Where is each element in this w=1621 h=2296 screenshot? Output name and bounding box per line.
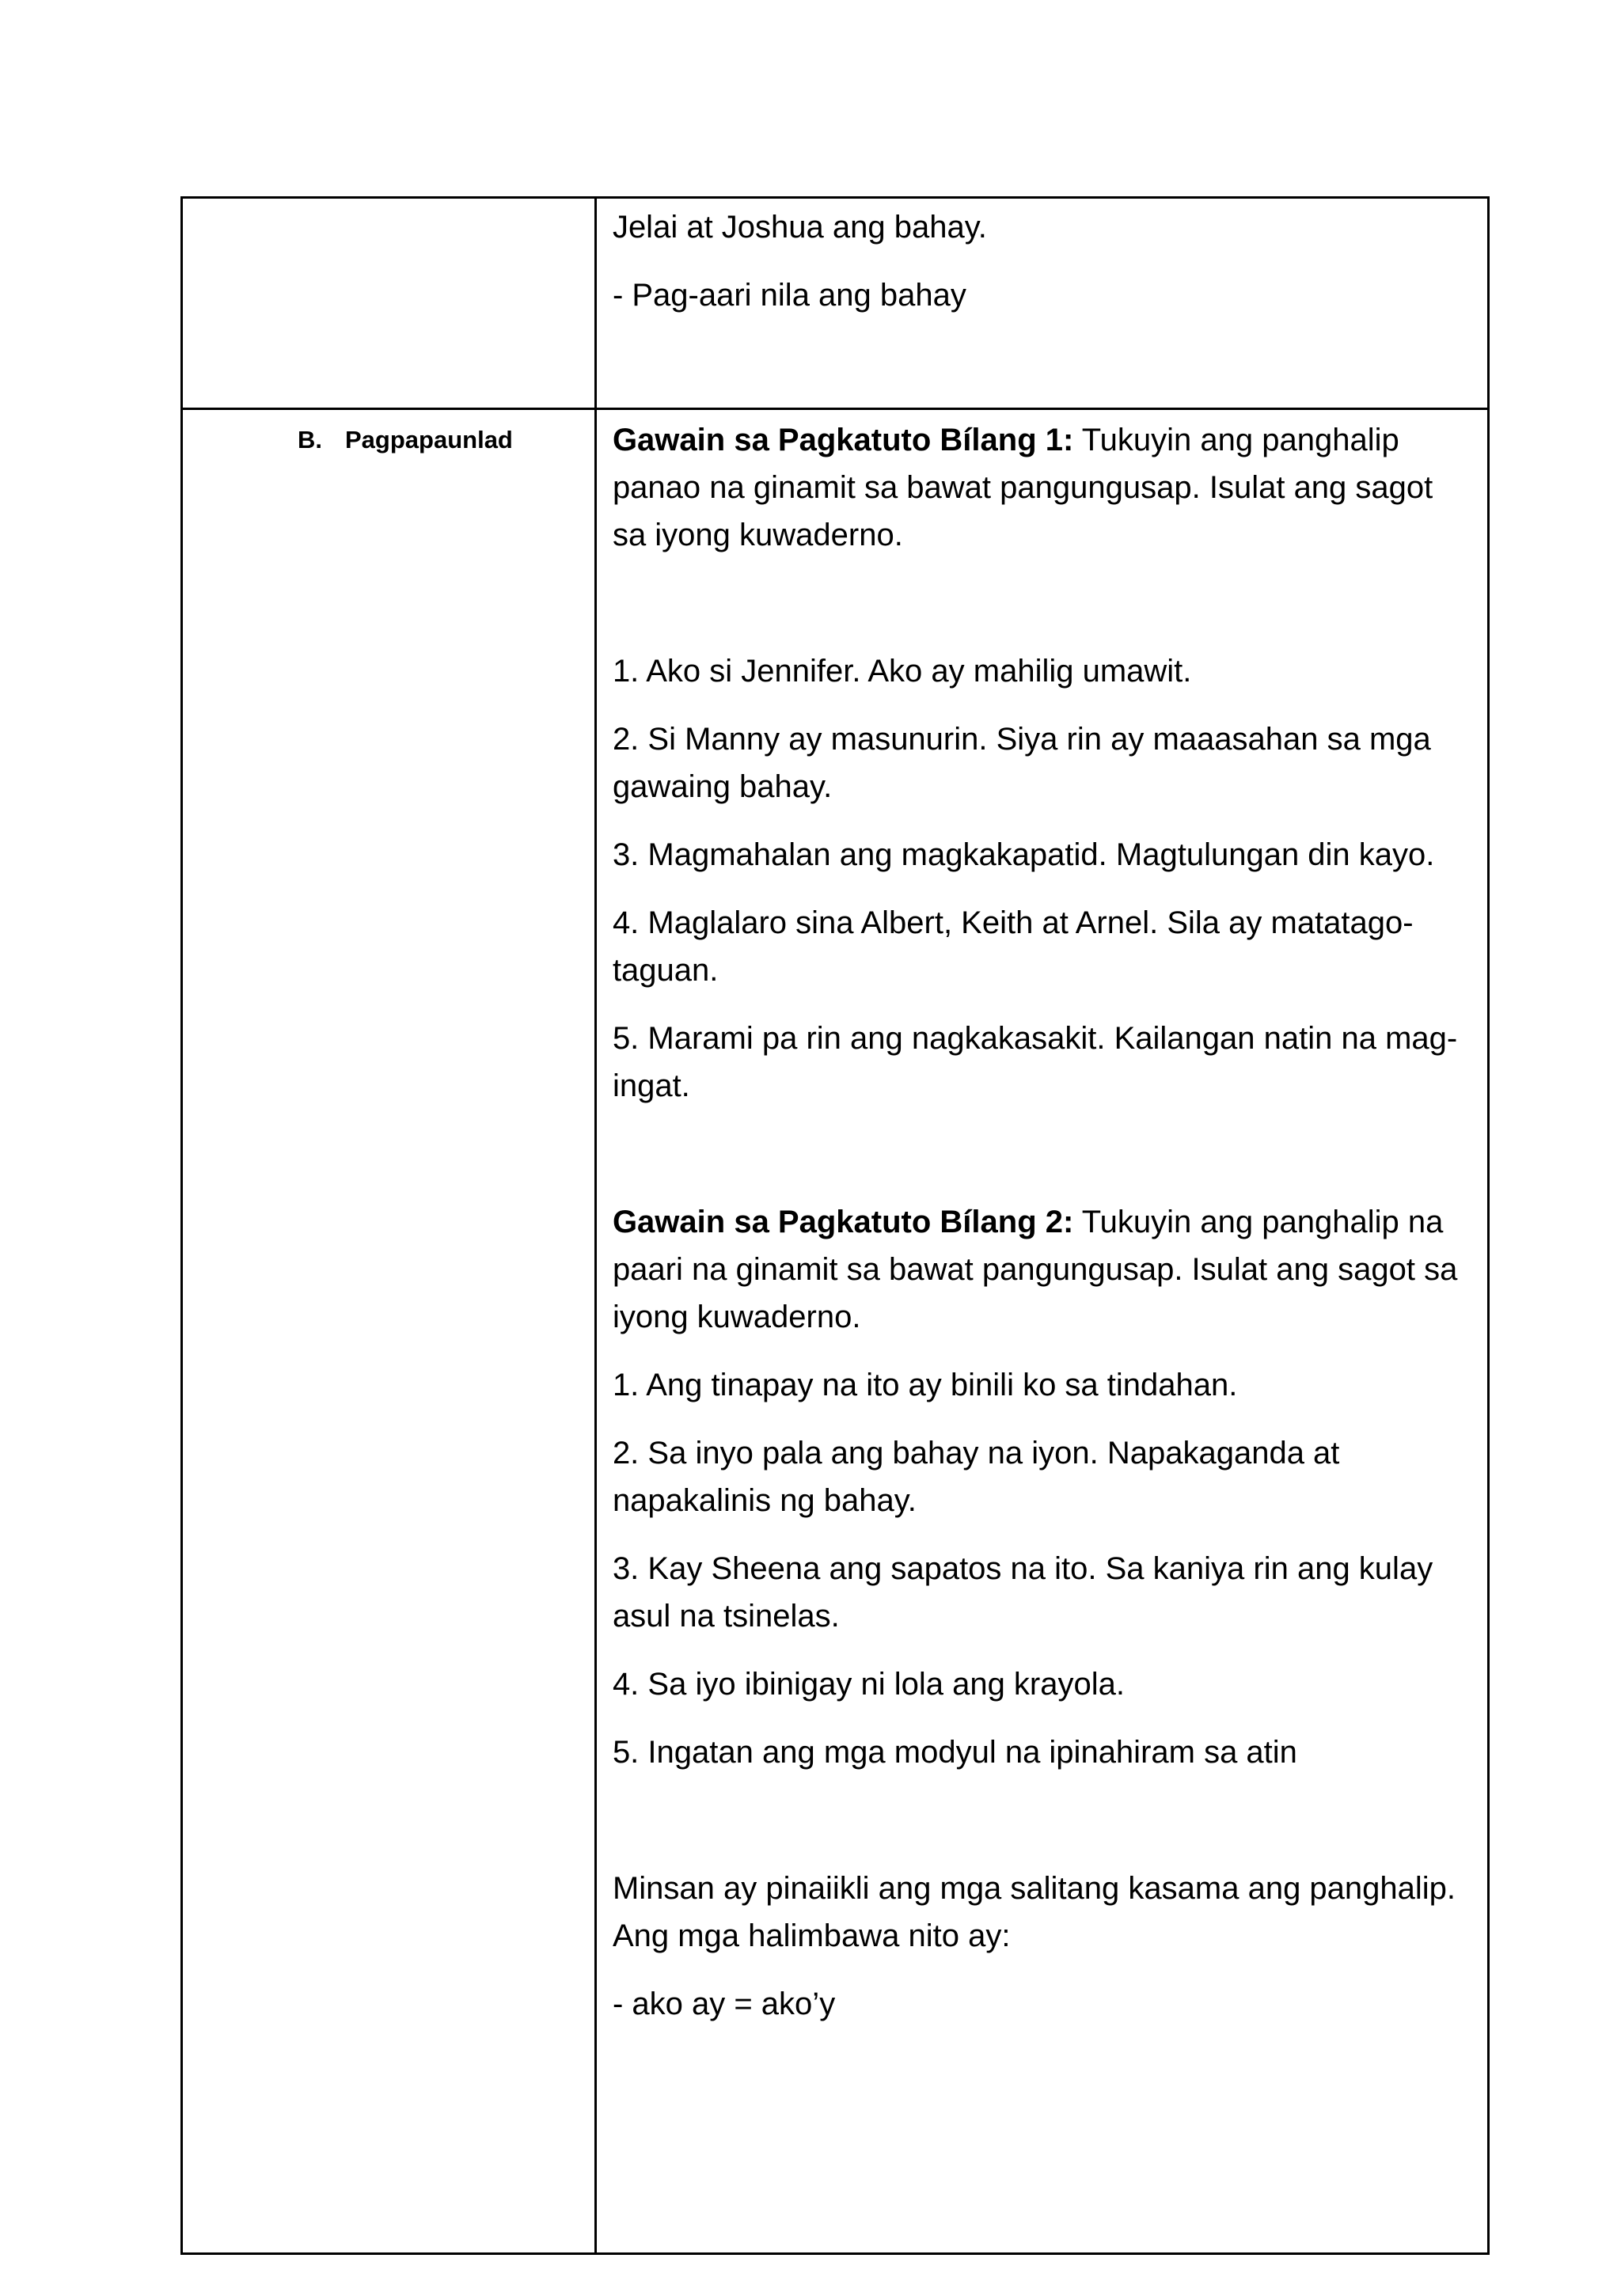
section-label-cell	[182, 409, 596, 2254]
activities-cell	[595, 409, 1488, 2254]
section-heading	[183, 410, 594, 464]
activity2-item: 3. Kay Sheena ang sapatos na ito. Sa kaniya rin ang kulay asul na tsinelas.	[612, 1551, 1433, 1634]
table-row	[182, 198, 1489, 409]
activity2-item: 5. Ingatan ang mga modyul na ipinahiram sa atin	[612, 1735, 1297, 1770]
activity2-item: 2. Sa inyo pala ang bahay na iyon. Napakaganda at napakalinis ng bahay.	[612, 1436, 1340, 1518]
ownership-note: - Pag-aari nila ang bahay	[612, 278, 966, 313]
activity2-title: Gawain sa Pagkatuto Bílang 2:	[612, 1205, 1074, 1239]
activity1-item: 3. Magmahalan ang magkakapatid. Magtulungan din kayo.	[612, 837, 1435, 872]
section-label: Pagpapaunlad	[345, 426, 513, 454]
activity1-instruction: Tukuyin ang panghalip panao na ginamit sa bawat pangungusap. Isulat ang sagot sa iyong kuwaderno.	[612, 423, 1433, 552]
activity1-item: 5. Marami pa rin ang nagkakasakit. Kailangan natin na mag-ingat.	[612, 1021, 1458, 1103]
activity1-item: 1. Ako si Jennifer. Ako ay mahilig umawit.	[612, 654, 1192, 689]
activity1-item: 4. Maglalaro sina Albert, Keith at Arnel. Sila ay matatago-taguan.	[612, 905, 1414, 988]
activity2-heading	[613, 1198, 1471, 1341]
lesson-table	[180, 196, 1490, 2255]
right-cell-continuation	[595, 198, 1488, 409]
activity1-title: Gawain sa Pagkatuto Bílang 1:	[612, 423, 1074, 457]
activity1-heading	[613, 416, 1471, 559]
contraction-note: Minsan ay pinaiikli ang mga salitang kasama ang panghalip. Ang mga halimbawa nito ay:	[612, 1871, 1456, 1953]
left-cell-empty	[182, 198, 596, 409]
section-letter: B.	[298, 426, 322, 454]
activity2-instruction: Tukuyin ang panghalip na paari na ginamit sa bawat pangungusap. Isulat ang sagot sa iyong kuwaderno.	[612, 1205, 1458, 1334]
continuation-line: Jelai at Joshua ang bahay.	[612, 210, 987, 245]
activity2-item: 4. Sa iyo ibinigay ni lola ang krayola.	[612, 1667, 1125, 1702]
activity1-item: 2. Si Manny ay masunurin. Siya rin ay maaasahan sa mga gawaing bahay.	[612, 722, 1431, 804]
contraction-example: - ako ay = ako’y	[612, 1987, 836, 2021]
activity2-item: 1. Ang tinapay na ito ay binili ko sa tindahan.	[612, 1368, 1238, 1402]
table-row	[182, 409, 1489, 2254]
